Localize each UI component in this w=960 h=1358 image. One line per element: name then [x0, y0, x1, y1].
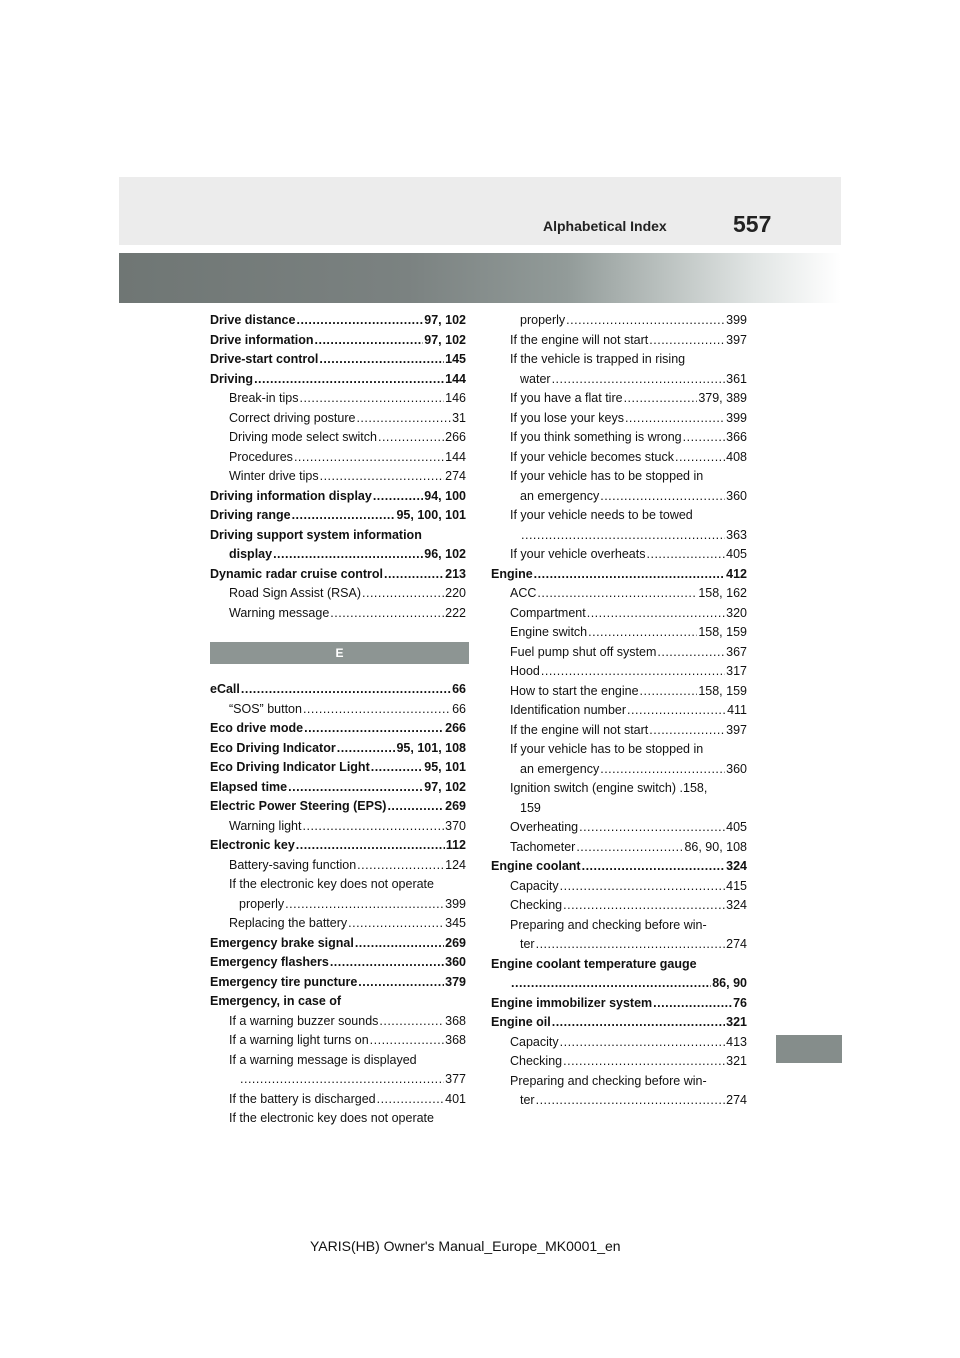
index-entry-term: If your vehicle overheats — [510, 547, 646, 561]
dot-leader — [649, 331, 725, 351]
index-entry-term: properly — [520, 313, 566, 327]
index-entry-term: Driving mode select switch — [229, 430, 377, 444]
index-entry — [210, 1031, 466, 1051]
index-entry — [491, 487, 747, 507]
dot-leader — [552, 1013, 725, 1033]
index-entry — [210, 565, 466, 585]
dot-leader — [566, 311, 725, 331]
index-entry-pages: 274 — [726, 1093, 747, 1107]
dot-leader — [640, 682, 698, 702]
index-entry-pages: 368 — [445, 1013, 466, 1028]
index-entry-term: If the electronic key does not operate — [229, 877, 434, 891]
index-entry-term: Driving range — [210, 508, 291, 522]
dot-leader — [330, 953, 444, 973]
dot-leader — [371, 758, 424, 778]
index-entry-term: Break-in tips — [229, 391, 299, 405]
index-entry — [210, 992, 466, 1012]
index-entry-term: Driving information display — [210, 488, 372, 503]
header-gradient-bar — [119, 253, 841, 303]
index-entry-pages: 321 — [726, 1054, 747, 1068]
index-entry-pages: 269 — [445, 935, 466, 950]
index-entry — [491, 506, 747, 526]
index-entry — [210, 895, 466, 915]
index-entry-term: If the vehicle is trapped in rising — [510, 352, 686, 366]
dot-leader — [315, 331, 424, 351]
index-entry-pages: 112 — [445, 838, 466, 852]
index-entry-pages: 360 — [726, 761, 747, 776]
index-entry-pages: 213 — [445, 566, 466, 581]
index-entry-pages: 377 — [445, 1072, 466, 1086]
index-entry — [210, 1051, 466, 1071]
index-letter-heading: E — [210, 642, 469, 664]
dot-leader — [582, 857, 726, 877]
dot-leader — [627, 701, 726, 721]
index-entry — [210, 467, 466, 487]
dot-leader — [362, 584, 444, 604]
dot-leader — [541, 662, 725, 682]
dot-leader — [330, 604, 444, 624]
index-entry — [210, 448, 466, 468]
index-entry-pages: 31 — [452, 410, 466, 425]
index-entry-term: If the engine will not start — [510, 722, 649, 737]
index-entry-term: Preparing and checking before win- — [510, 1073, 707, 1088]
index-entry — [210, 428, 466, 448]
dot-leader — [600, 487, 725, 507]
index-entry — [210, 680, 466, 700]
index-entry — [210, 836, 466, 856]
index-entry — [491, 896, 747, 916]
index-entry-pages: 401 — [445, 1091, 466, 1106]
index-entry-pages: 405 — [726, 820, 747, 834]
index-entry — [210, 1090, 466, 1110]
index-entry — [210, 1109, 466, 1129]
index-entry-term: an emergency — [520, 761, 600, 776]
index-entry-pages: 320 — [726, 605, 747, 620]
index-entry-term: If you have a flat tire — [510, 391, 623, 405]
index-entry-pages: 94, 100 — [424, 488, 466, 503]
index-entry — [210, 856, 466, 876]
dot-leader — [625, 409, 725, 429]
dot-leader — [373, 487, 423, 507]
index-entry-term: Driving — [210, 371, 254, 386]
index-entry — [491, 350, 747, 370]
index-entry — [210, 506, 466, 526]
dot-leader — [303, 817, 445, 837]
dot-leader — [357, 856, 444, 876]
index-entry-term: Emergency tire puncture — [210, 974, 358, 989]
index-entry-pages: 158, 162 — [698, 586, 747, 600]
index-entry — [491, 565, 747, 585]
dot-leader — [563, 896, 725, 916]
dot-leader — [576, 838, 683, 858]
index-entry-pages: 269 — [445, 799, 466, 813]
dot-leader — [579, 818, 725, 838]
section-thumb-tab — [776, 1035, 842, 1063]
index-entry-term: Dynamic radar cruise control — [210, 566, 383, 581]
index-entry — [491, 682, 747, 702]
index-entry-term: Capacity — [510, 1034, 559, 1049]
dot-leader — [273, 545, 423, 565]
dot-leader — [299, 389, 444, 409]
index-entry — [491, 1013, 747, 1033]
dot-leader — [560, 877, 726, 897]
index-entry-term: Warning light — [229, 818, 302, 833]
index-entry-pages: 399 — [726, 410, 747, 425]
dot-leader — [370, 1031, 444, 1051]
index-entry-term: Engine switch — [510, 625, 588, 639]
index-entry-term: 159 — [520, 800, 541, 815]
index-entry-term: Emergency, in case of — [210, 994, 342, 1008]
index-entry — [210, 875, 466, 895]
index-entry-term: Engine coolant temperature gauge — [491, 956, 697, 971]
index-entry — [491, 1033, 747, 1053]
dot-leader — [536, 1091, 726, 1111]
dot-leader — [377, 1090, 445, 1110]
index-entry-term: Drive distance — [210, 313, 296, 327]
index-entry-pages: 366 — [726, 430, 747, 444]
index-entry — [210, 526, 466, 546]
index-entry — [210, 487, 466, 507]
dot-leader — [675, 448, 725, 468]
index-entry — [491, 545, 747, 565]
index-entry-term: Drive information — [210, 332, 314, 347]
index-entry-pages: 97, 102 — [424, 332, 466, 347]
index-entry — [210, 739, 466, 759]
index-entry-pages: 360 — [726, 488, 747, 503]
index-entry-term: Eco Driving Indicator — [210, 740, 336, 755]
index-entry-term: Engine immobilizer system — [491, 995, 653, 1010]
index-entry-term: Checking — [510, 898, 563, 912]
dot-leader — [320, 467, 445, 487]
dot-leader — [288, 778, 423, 798]
dot-leader — [241, 680, 451, 700]
index-entry-pages: 367 — [726, 644, 747, 659]
index-entry — [210, 700, 466, 720]
dot-leader — [296, 836, 445, 856]
index-entry-term: Eco Driving Indicator Light — [210, 760, 370, 774]
index-entry-term: Winter drive tips — [229, 469, 319, 483]
dot-leader — [319, 350, 444, 370]
index-entry-term: Electronic key — [210, 838, 295, 852]
index-entry — [491, 389, 747, 409]
index-entry — [491, 604, 747, 624]
dot-leader — [649, 721, 725, 741]
index-entry-term: Procedures — [229, 449, 293, 464]
index-entry-pages: 66 — [452, 682, 466, 696]
dot-leader — [653, 994, 732, 1014]
index-entry-term: If the battery is discharged — [229, 1091, 376, 1106]
index-entry-term: Road Sign Assist (RSA) — [229, 586, 361, 600]
index-entry-pages: 321 — [726, 1015, 747, 1029]
index-entry-term: Elapsed time — [210, 779, 288, 794]
index-entry — [491, 1072, 747, 1092]
index-entry — [491, 623, 747, 643]
index-entry-pages: 345 — [445, 916, 466, 930]
dot-leader — [356, 409, 451, 429]
index-entry-pages: 405 — [726, 547, 747, 561]
index-entry-term: If you lose your keys — [510, 410, 624, 425]
index-entry-pages: 412 — [726, 566, 747, 581]
dot-leader — [240, 1070, 444, 1090]
dot-leader — [348, 914, 444, 934]
index-entry-pages: 368 — [445, 1033, 466, 1047]
index-entry — [210, 370, 466, 390]
index-entry — [210, 331, 466, 351]
dot-leader — [647, 545, 726, 565]
index-entry — [210, 1012, 466, 1032]
index-entry — [491, 838, 747, 858]
index-entry — [491, 799, 747, 819]
dot-leader — [355, 934, 444, 954]
index-entry-pages: 76 — [733, 995, 747, 1010]
index-entry-term: Correct driving posture — [229, 410, 356, 425]
index-entry-pages: 324 — [726, 898, 747, 912]
index-entry-pages: 317 — [726, 664, 747, 678]
index-entry-term: Overheating — [510, 820, 579, 834]
index-entry-pages: 124 — [445, 857, 466, 872]
index-entry — [210, 778, 466, 798]
dot-leader — [358, 973, 444, 993]
index-entry-pages: 145 — [445, 352, 466, 366]
dot-leader — [600, 760, 725, 780]
index-entry-pages: 222 — [445, 605, 466, 620]
index-entry — [210, 545, 466, 565]
section-title: Alphabetical Index — [543, 218, 667, 234]
index-entry-term: If a warning light turns on — [229, 1033, 369, 1047]
index-entry-term: Replacing the battery — [229, 916, 348, 930]
index-entry-term: “SOS” button — [229, 701, 302, 716]
index-entry — [491, 467, 747, 487]
index-entry-pages: 415 — [726, 878, 747, 893]
index-entry-term: Driving support system information — [210, 527, 422, 542]
index-entry-term: If you think something is wrong — [510, 430, 682, 444]
index-entry — [210, 719, 466, 739]
index-entry — [210, 350, 466, 370]
dot-leader — [587, 604, 725, 624]
index-entry-term: Engine oil — [491, 1015, 551, 1029]
index-entry — [491, 994, 747, 1014]
index-entry-pages: 66 — [452, 701, 466, 716]
index-entry-term: If a warning buzzer sounds — [229, 1013, 379, 1028]
index-column-left — [210, 311, 466, 1129]
index-entry — [491, 955, 747, 975]
index-entry-term: ter — [520, 1093, 535, 1107]
index-entry-term: Tachometer — [510, 839, 576, 854]
index-entry-term: an emergency — [520, 488, 600, 503]
index-entry-pages: 158, 159 — [698, 625, 747, 639]
index-entry-term: display — [229, 547, 273, 561]
index-entry-term: ACC — [510, 586, 537, 600]
index-entry — [491, 662, 747, 682]
index-entry-pages: 220 — [445, 586, 466, 600]
index-entry — [491, 740, 747, 760]
index-entry-term: Eco drive mode — [210, 721, 304, 735]
dot-leader — [563, 1052, 725, 1072]
index-entry-pages: 97, 102 — [424, 779, 466, 794]
dot-leader — [384, 565, 444, 585]
index-entry — [491, 779, 747, 799]
index-entry-term: eCall — [210, 682, 240, 696]
index-entry-pages: 86, 90 — [712, 976, 747, 990]
index-entry-pages: 399 — [445, 896, 466, 911]
index-entry-term: ter — [520, 937, 535, 951]
dot-leader — [534, 565, 725, 585]
dot-leader — [657, 643, 725, 663]
index-entry — [210, 604, 466, 624]
dot-leader — [560, 1033, 726, 1053]
index-entry-pages: 146 — [445, 391, 466, 405]
index-entry — [491, 584, 747, 604]
index-entry-term: Compartment — [510, 605, 586, 620]
index-entry-term: Battery-saving function — [229, 857, 357, 872]
manual-footer: YARIS(HB) Owner's Manual_Europe_MK0001_en — [310, 1238, 621, 1254]
index-entry-pages: 158, 159 — [698, 683, 747, 698]
index-entry-pages: 370 — [445, 818, 466, 833]
index-entry-pages: 324 — [726, 859, 747, 873]
index-entry-term: Emergency flashers — [210, 955, 329, 969]
index-entry-pages: 399 — [726, 313, 747, 327]
index-entry-term: Engine coolant — [491, 859, 581, 873]
index-entry-pages: 397 — [726, 332, 747, 347]
index-entry — [491, 701, 747, 721]
dot-leader — [683, 428, 726, 448]
dot-leader — [254, 370, 444, 390]
index-entry — [491, 526, 747, 546]
dot-leader — [296, 311, 423, 331]
index-entry-pages: 274 — [445, 469, 466, 483]
index-entry — [210, 1070, 466, 1090]
index-entry — [491, 935, 747, 955]
index-entry — [210, 797, 466, 817]
index-entry — [491, 448, 747, 468]
index-entry — [491, 818, 747, 838]
dot-leader — [624, 389, 698, 409]
index-entry-term: Electric Power Steering (EPS) — [210, 799, 387, 813]
index-entry — [210, 758, 466, 778]
index-entry — [491, 1052, 747, 1072]
index-entry-term: Ignition switch (engine switch) .158, — [510, 781, 708, 795]
dot-leader — [378, 428, 444, 448]
index-entry — [491, 428, 747, 448]
index-entry-term: Drive-start control — [210, 352, 319, 366]
index-entry-term: Engine — [491, 566, 533, 581]
index-entry — [491, 643, 747, 663]
dot-leader — [379, 1012, 444, 1032]
index-entry-term: Warning message — [229, 605, 330, 620]
index-entry-pages: 95, 100, 101 — [396, 508, 466, 522]
index-entry-term: Emergency brake signal — [210, 935, 354, 950]
dot-leader — [536, 935, 726, 955]
index-entry — [491, 409, 747, 429]
index-entry-pages: 95, 101, 108 — [396, 740, 466, 755]
index-entry — [491, 311, 747, 331]
index-entry-term: If the engine will not start — [510, 332, 649, 347]
index-entry — [210, 584, 466, 604]
index-entry-pages: 408 — [726, 449, 747, 464]
index-entry-term: Hood — [510, 664, 540, 678]
dot-leader — [511, 974, 711, 994]
index-entry-term: properly — [239, 896, 285, 911]
index-entry — [210, 953, 466, 973]
index-entry-pages: 360 — [445, 955, 466, 969]
page-number: 557 — [733, 211, 772, 237]
dot-leader — [537, 584, 697, 604]
index-entry-pages: 86, 90, 108 — [684, 839, 747, 854]
index-entry-pages: 413 — [726, 1034, 747, 1049]
index-entry-term: Identification number — [510, 703, 627, 717]
index-entry — [210, 817, 466, 837]
index-entry-term: How to start the engine — [510, 683, 639, 698]
dot-leader — [588, 623, 697, 643]
index-entry — [491, 974, 747, 994]
index-entry-pages: 411 — [727, 703, 747, 717]
index-entry-pages: 266 — [445, 721, 466, 735]
index-entry-pages: 97, 102 — [424, 313, 466, 327]
index-entry-term: Capacity — [510, 878, 559, 893]
index-entry-term: Fuel pump shut off system — [510, 644, 657, 659]
index-entry — [491, 760, 747, 780]
index-entry-pages: 95, 101 — [424, 760, 466, 774]
index-entry-term: Checking — [510, 1054, 563, 1068]
index-entry-term: If your vehicle needs to be towed — [510, 508, 693, 522]
index-entry-term: If your vehicle becomes stuck — [510, 449, 674, 464]
index-entry-pages: 96, 102 — [424, 547, 466, 561]
index-entry — [210, 934, 466, 954]
index-entry — [210, 973, 466, 993]
index-entry-pages: 379 — [445, 974, 466, 989]
index-entry — [491, 370, 747, 390]
index-entry-pages: 361 — [726, 371, 747, 386]
index-entry-term: Preparing and checking before win- — [510, 917, 707, 932]
index-entry-pages: 379, 389 — [698, 391, 747, 405]
index-entry-pages: 144 — [445, 449, 466, 464]
dot-leader — [304, 719, 444, 739]
index-entry-pages: 266 — [445, 430, 466, 444]
index-entry — [491, 331, 747, 351]
index-entry — [210, 389, 466, 409]
index-entry — [491, 877, 747, 897]
index-entry-term: If your vehicle has to be stopped in — [510, 742, 704, 756]
index-entry — [491, 1091, 747, 1111]
dot-leader — [292, 506, 396, 526]
index-entry-term: If a warning message is displayed — [229, 1052, 417, 1067]
dot-leader — [337, 739, 396, 759]
index-entry — [491, 916, 747, 936]
index-entry-pages: 397 — [726, 722, 747, 737]
index-entry — [210, 409, 466, 429]
index-entry-term: If your vehicle has to be stopped in — [510, 469, 704, 483]
index-entry-pages: 274 — [726, 937, 747, 951]
index-entry-term: water — [520, 371, 551, 386]
dot-leader — [285, 895, 444, 915]
index-entry-pages: 363 — [726, 527, 747, 542]
index-entry — [491, 857, 747, 877]
index-entry — [210, 311, 466, 331]
index-entry-pages: 144 — [445, 371, 466, 386]
dot-leader — [294, 448, 444, 468]
dot-leader — [303, 700, 451, 720]
index-entry — [210, 914, 466, 934]
index-column-right — [491, 311, 747, 1111]
index-entry — [491, 721, 747, 741]
dot-leader — [552, 370, 726, 390]
dot-leader — [387, 797, 444, 817]
index-entry-term: If the electronic key does not operate — [229, 1111, 434, 1125]
dot-leader — [521, 526, 725, 546]
